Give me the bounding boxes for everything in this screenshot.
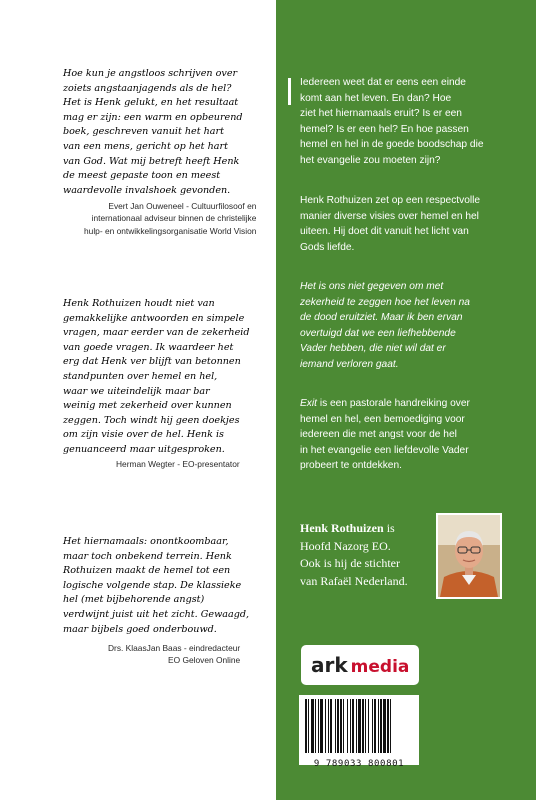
barcode-bar xyxy=(390,699,391,753)
barcode-bar xyxy=(315,699,316,753)
barcode-bar xyxy=(358,699,361,753)
quote-line: logische volgende stap. De klassieke xyxy=(63,579,242,591)
barcode-bar xyxy=(387,699,389,753)
review-quote-3 xyxy=(63,535,273,637)
barcode-bar xyxy=(318,699,319,753)
barcode-bar xyxy=(378,699,379,753)
barcode-bar xyxy=(380,699,382,753)
book-title: Exit xyxy=(300,398,317,409)
text-line: zekerheid te zeggen hoe het leven na xyxy=(300,296,470,308)
text-line: Iedereen weet dat er eens een einde xyxy=(300,77,466,88)
review-quote-1 xyxy=(63,67,273,198)
quote-line: van God. Wat mij betreft heeft Henk xyxy=(63,155,240,167)
author-bio xyxy=(300,520,440,590)
quote-attribution-3 xyxy=(108,642,240,667)
barcode-bar xyxy=(311,699,314,753)
quote-line: mag er zijn: een warm en opbeurend xyxy=(63,111,243,123)
text-fragment: is een pastorale handreiking over xyxy=(316,398,470,409)
text-line: uiteen. Hij doet dit vanuit het licht van xyxy=(300,226,469,238)
barcode-bar xyxy=(335,699,336,753)
text-line: Vader hebben, die niet wil dat er xyxy=(300,343,446,355)
text-line: Gods liefde. xyxy=(300,241,355,253)
quote-line: erg dat Henk ver blijft van betonnen xyxy=(63,356,241,368)
barcode-bars xyxy=(303,699,415,753)
barcode-bar xyxy=(347,699,348,753)
publisher-name-part2: media xyxy=(350,657,410,677)
quote-line: Het hiernamaals: onontkoombaar, xyxy=(63,536,229,547)
quote-line: Het is Henk gelukt, en het resultaat xyxy=(63,97,239,109)
quote-line: Rothuizen maakt de hemel tot een xyxy=(63,565,231,577)
quote-line: maar toch onbekend terrein. Henk xyxy=(63,550,232,562)
text-line xyxy=(300,520,440,538)
text-line: Ook is hij de stichter xyxy=(300,556,400,571)
text-fragment: is xyxy=(383,521,395,535)
author-quote-paragraph xyxy=(300,279,516,373)
text-line xyxy=(300,396,516,412)
quote-line: gemakkelijke antwoorden en simpele xyxy=(63,312,245,324)
quote-line: waar we uiteindelijk maar bar xyxy=(63,385,210,397)
text-line: overtuigd dat we een liefhebbende xyxy=(300,327,456,339)
quote-line: standpunten over hemel en hel, xyxy=(63,370,218,382)
text-line: de dood eruitziet. Maar ik ben ervan xyxy=(300,312,463,324)
quote-line: verdwijnt juist uit het zicht. Gewaagd, xyxy=(63,608,250,620)
text-line: iedereen die met angst voor de hel xyxy=(300,429,457,441)
quote-line: Hoe kun je angstloos schrijven over xyxy=(63,68,238,79)
text-line: Het is ons niet gegeven om met xyxy=(300,281,444,292)
review-quote-2 xyxy=(63,297,273,458)
text-line: het evangelie zou moeten zijn? xyxy=(300,154,441,166)
portrait-illustration xyxy=(438,515,500,597)
barcode-bar xyxy=(362,699,364,753)
quote-line: vragen, maar eerder van de zekerheid xyxy=(63,327,250,339)
quote-attribution-2 xyxy=(116,458,240,470)
barcode-bar xyxy=(368,699,369,753)
description-paragraph xyxy=(300,193,516,255)
quote-line: genuanceerd maar uitgesproken. xyxy=(63,443,225,455)
quote-line: zoiets angstaanjagends als de hel? xyxy=(63,82,232,94)
author-name: Henk Rothuizen xyxy=(300,521,384,535)
barcode-bar xyxy=(356,699,357,753)
text-line: iemand verloren gaat. xyxy=(300,358,399,370)
quote-line: om zijn visie over de hel. Henk is xyxy=(63,429,224,441)
text-line: van Rafaël Nederland. xyxy=(300,573,408,588)
quote-line: maar bijbels goed onderbouwd. xyxy=(63,623,217,635)
quote-line: van een mens, gericht op het hart xyxy=(63,140,228,152)
quote-line: Henk Rothuizen houdt niet van xyxy=(63,298,215,309)
isbn-number: 9 789033 800801 xyxy=(313,759,405,769)
exit-paragraph xyxy=(300,396,516,474)
attribution-line: EO Geloven Online xyxy=(168,655,241,666)
isbn-barcode xyxy=(299,695,419,769)
attribution-line: Drs. KlaasJan Baas - eindredacteur xyxy=(108,643,241,653)
barcode-bar xyxy=(350,699,351,753)
quote-line: van goede vragen. Ik waardeer het xyxy=(63,341,234,353)
text-line: Henk Rothuizen zet op een respectvolle xyxy=(300,195,481,206)
barcode-bar xyxy=(337,699,339,753)
text-line: hemel en hel in de goede boodschap die xyxy=(300,139,484,151)
barcode-bar xyxy=(305,699,307,753)
quote-attribution-1 xyxy=(84,200,256,237)
attribution-line: Herman Wegter - EO-presentator xyxy=(116,459,240,469)
publisher-logo xyxy=(301,645,419,685)
intro-paragraph xyxy=(300,75,516,169)
text-line: manier diverse visies over hemel en hel xyxy=(300,210,479,222)
barcode-bar xyxy=(328,699,329,753)
barcode-bar xyxy=(340,699,342,753)
attribution-line: internationaal adviseur binnen de christelijke xyxy=(91,213,257,224)
barcode-bar xyxy=(374,699,376,753)
intro-accent-bar xyxy=(288,78,291,105)
barcode-bar xyxy=(372,699,373,753)
quote-line: boek, geschreven vanuit het hart xyxy=(63,126,224,138)
barcode-bar xyxy=(365,699,366,753)
barcode-bar xyxy=(343,699,344,753)
quote-line: hel (met bijbehorende angst) xyxy=(63,594,205,606)
quote-line: weinig met zekerheid over kunnen xyxy=(63,400,232,412)
barcode-bar xyxy=(308,699,309,753)
attribution-line: hulp- en ontwikkelingsorganisatie World Vision xyxy=(84,225,257,236)
text-line: Hoofd Nazorg EO. xyxy=(300,538,391,553)
publisher-name-part1: ark xyxy=(311,653,348,677)
text-line: komt aan het leven. En dan? Hoe xyxy=(300,92,452,104)
text-line: hemel en hel, een bemoediging voor xyxy=(300,413,465,425)
quote-line: waardevolle invalshoek gevonden. xyxy=(63,184,231,196)
text-line: in het evangelie een liefdevolle Vader xyxy=(300,444,469,456)
text-line: ziet het hiernamaals eruit? Is er een xyxy=(300,108,462,120)
text-line: probeert te ontdekken. xyxy=(300,460,402,472)
barcode-bar xyxy=(352,699,354,753)
text-line: hemel? Is er een hel? En hoe passen xyxy=(300,123,469,135)
quote-line: de meest gepaste toon en meest xyxy=(63,170,221,182)
attribution-line: Evert Jan Ouweneel - Cultuurfilosoof en xyxy=(108,201,257,211)
author-photo xyxy=(436,513,502,599)
barcode-bar xyxy=(383,699,386,753)
quote-line: zeggen. Toch windt hij geen doekjes xyxy=(63,414,240,426)
barcode-bar xyxy=(330,699,332,753)
barcode-bar xyxy=(325,699,326,753)
barcode-bar xyxy=(320,699,323,753)
